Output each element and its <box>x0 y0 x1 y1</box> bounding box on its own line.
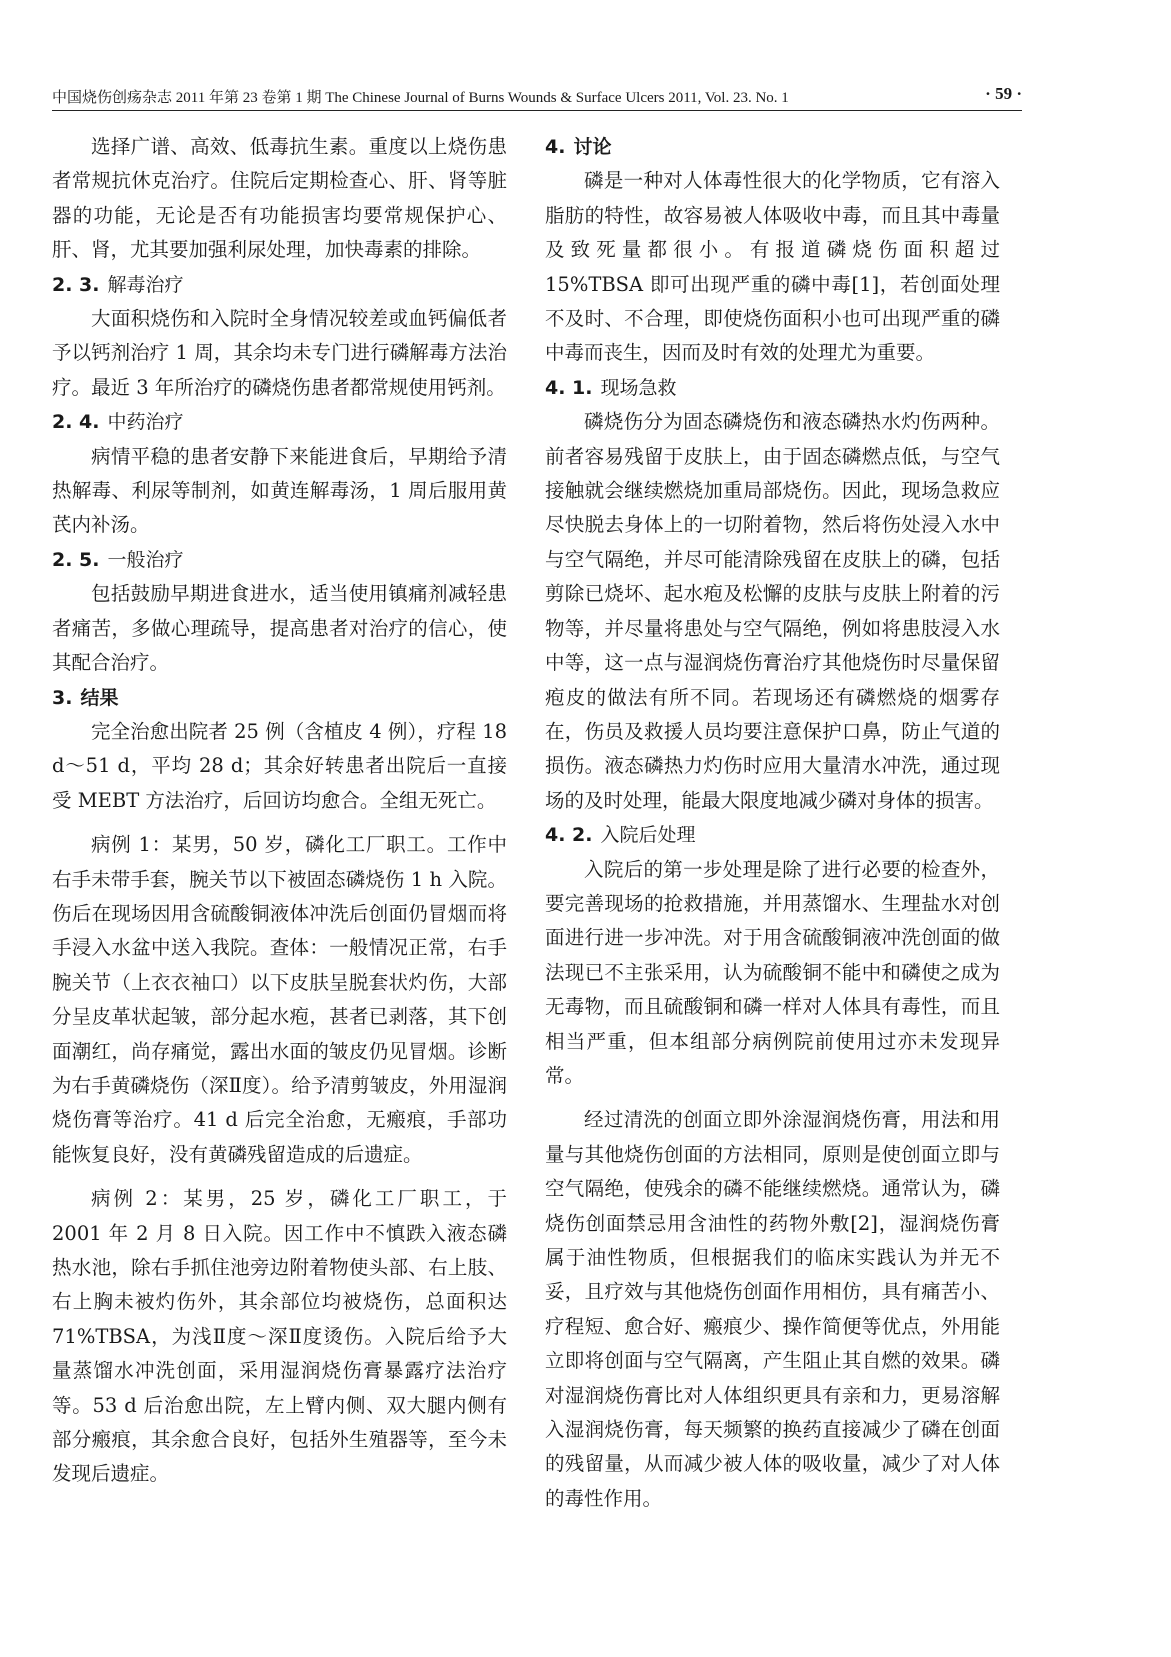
case-report-2: 病例 2：某男，25 岁，磷化工厂职工，于 2001 年 2 月 8 日入院。因工作中不慎跌入液态磷热水池，除右手抓住池旁边附着物使头部、右上肢、右上胸未被灼伤外，其余部位均被烧伤，总面积达 71%TBSA，为浅Ⅱ度～深Ⅱ度烫伤。入院后给予大量蒸馏水冲洗创面，采用湿润烧伤膏暴露疗法治疗等。53 d 后治愈出院，左上臂内侧、双大腿内侧有部分瘢痕，其余愈合良好，包括外生殖器等，至今未发现后遗症。 <box>52 1187 507 1486</box>
paragraph: 完全治愈出院者 25 例（含植皮 4 例），疗程 18 d～51 d，平均 28 d；其余好转患者出院后一直接受 MEBT 方法治疗，后回访均愈合。全组无死亡。 <box>52 719 507 812</box>
section-title: 一般治疗 <box>107 548 184 571</box>
paragraph: 大面积烧伤和入院时全身情况较差或血钙偏低者予以钙剂治疗 1 周，其余均未专门进行磷解毒方法治疗。最近 3 年所治疗的磷烧伤患者都常规使用钙剂。 <box>52 307 507 399</box>
left-column <box>52 130 507 1492</box>
section-heading-2-3 <box>52 268 507 302</box>
section-heading-3 <box>52 681 507 715</box>
section-number: 2. 3. <box>52 273 100 296</box>
page-number: · 59 · <box>985 84 1022 103</box>
paragraph: 入院后的第一步处理是除了进行必要的检查外，要完善现场的抢救措施，并用蒸馏水、生理盐水对创面进行进一步冲洗。对于用含硫酸铜液冲洗创面的做法现已不主张采用，认为硫酸铜不能中和磷使之成为无毒物，而且硫酸铜和磷一样对人体具有毒性，而且相当严重，但本组部分病例院前使用过亦未发现异常。 <box>545 857 1000 1087</box>
section-number: 4. <box>545 136 566 158</box>
section-heading-2-5 <box>52 543 507 577</box>
section-heading-2-4 <box>52 405 507 439</box>
section-number: 4. 2. <box>545 824 593 847</box>
paragraph: 磷烧伤分为固态磷烧伤和液态磷热水灼伤两种。前者容易残留于皮肤上，由于固态磷燃点低，与空气接触就会继续燃烧加重局部烧伤。因此，现场急救应尽快脱去身体上的一切附着物，然后将伤处浸入水中与空气隔绝，并尽可能清除残留在皮肤上的磷，包括剪除已烧坏、起水疱及松懈的皮肤与皮肤上附着的污物等，并尽量将患处与空气隔绝，例如将患肢浸入水中等，这一点与湿润烧伤膏治疗其他烧伤时尽量保留疱皮的做法有所不同。若现场还有磷燃烧的烟雾存在，伤员及救援人员均要注意保护口鼻，防止气道的损伤。液态磷热力灼伤时应用大量清水冲洗，通过现场的及时处理，能最大限度地减少磷对身体的损害。 <box>545 410 1000 812</box>
running-header <box>52 82 1022 111</box>
paragraph: 包括鼓励早期进食进水，适当使用镇痛剂减轻患者痛苦，多做心理疏导，提高患者对治疗的信心，使其配合治疗。 <box>52 582 507 675</box>
section-title: 讨论 <box>573 136 612 158</box>
paragraph: 磷是一种对人体毒性很大的化学物质，它有溶入脂肪的特性，故容易被人体吸收中毒，而且其中毒量及致死量都很小。有报道磷烧伤面积超过 15%TBSA 即可出现严重的磷中毒[1]，若创面处理不及时、不合理，即使烧伤面积小也可出现严重的磷中毒而丧生，因而及时有效的处理尤为重要。 <box>545 169 1000 365</box>
section-title: 现场急救 <box>600 376 677 399</box>
paragraph: 选择广谱、高效、低毒抗生素。重度以上烧伤患者常规抗休克治疗。住院后定期检查心、肝、肾等脏器的功能，无论是否有功能损害均要常规保护心、肝、肾，尤其要加强利尿处理，加快毒素的排除。 <box>52 135 507 262</box>
paragraph: 经过清洗的创面立即外涂湿润烧伤膏，用法和用量与其他烧伤创面的方法相同，原则是使创面立即与空气隔绝，使残余的磷不能继续燃烧。通常认为，磷烧伤创面禁忌用含油性的药物外敷[2]，湿润烧伤膏属于油性物质，但根据我们的临床实践认为并无不妥，且疗效与其他烧伤创面作用相仿，具有痛苦小、疗程短、愈合好、瘢痕少、操作简便等优点，外用能立即将创面与空气隔离，产生阻止其自燃的效果。磷对湿润烧伤膏比对人体组织更具有亲和力，更易溶解入湿润烧伤膏，每天频繁的换药直接减少了磷在创面的残留量，从而减少被人体的吸收量，减少了对人体的毒性作用。 <box>545 1108 1000 1510</box>
section-heading-4 <box>545 130 1000 164</box>
section-heading-4-2 <box>545 818 1000 852</box>
section-heading-4-1 <box>545 371 1000 405</box>
right-column <box>545 130 1000 1516</box>
section-number: 4. 1. <box>545 376 593 399</box>
section-title: 结果 <box>80 686 119 709</box>
section-number: 3. <box>52 686 73 709</box>
section-title: 入院后处理 <box>600 824 696 847</box>
section-title: 中药治疗 <box>107 411 184 434</box>
section-title: 解毒治疗 <box>107 273 184 296</box>
paragraph: 病情平稳的患者安静下来能进食后，早期给予清热解毒、利尿等制剂，如黄连解毒汤，1 周后服用黄芪内补汤。 <box>52 444 507 537</box>
journal-citation: 中国烧伤创疡杂志 2011 年第 23 卷第 1 期 The Chinese Journal of Burns Wounds & Surface Ulcers 2011, Vol. 23. No. 1 <box>52 89 789 106</box>
section-number: 2. 4. <box>52 411 100 434</box>
section-number: 2. 5. <box>52 548 100 571</box>
case-report-1: 病例 1：某男，50 岁，磷化工厂职工。工作中右手未带手套，腕关节以下被固态磷烧伤 1 h 入院。伤后在现场因用含硫酸铜液体冲洗后创面仍冒烟而将手浸入水盆中送入我院。查体：一般情况正常，右手腕关节（上衣衣袖口）以下皮肤呈脱套状灼伤，大部分呈皮革状起皱，部分起水疱，甚者已剥落，其下创面潮红，尚存痛觉，露出水面的皱皮仍见冒烟。诊断为右手黄磷烧伤（深Ⅱ度）。给予清剪皱皮，外用湿润烧伤膏等治疗。41 d 后完全治愈，无瘢痕，手部功能恢复良好，没有黄磷残留造成的后遗症。 <box>52 833 507 1166</box>
